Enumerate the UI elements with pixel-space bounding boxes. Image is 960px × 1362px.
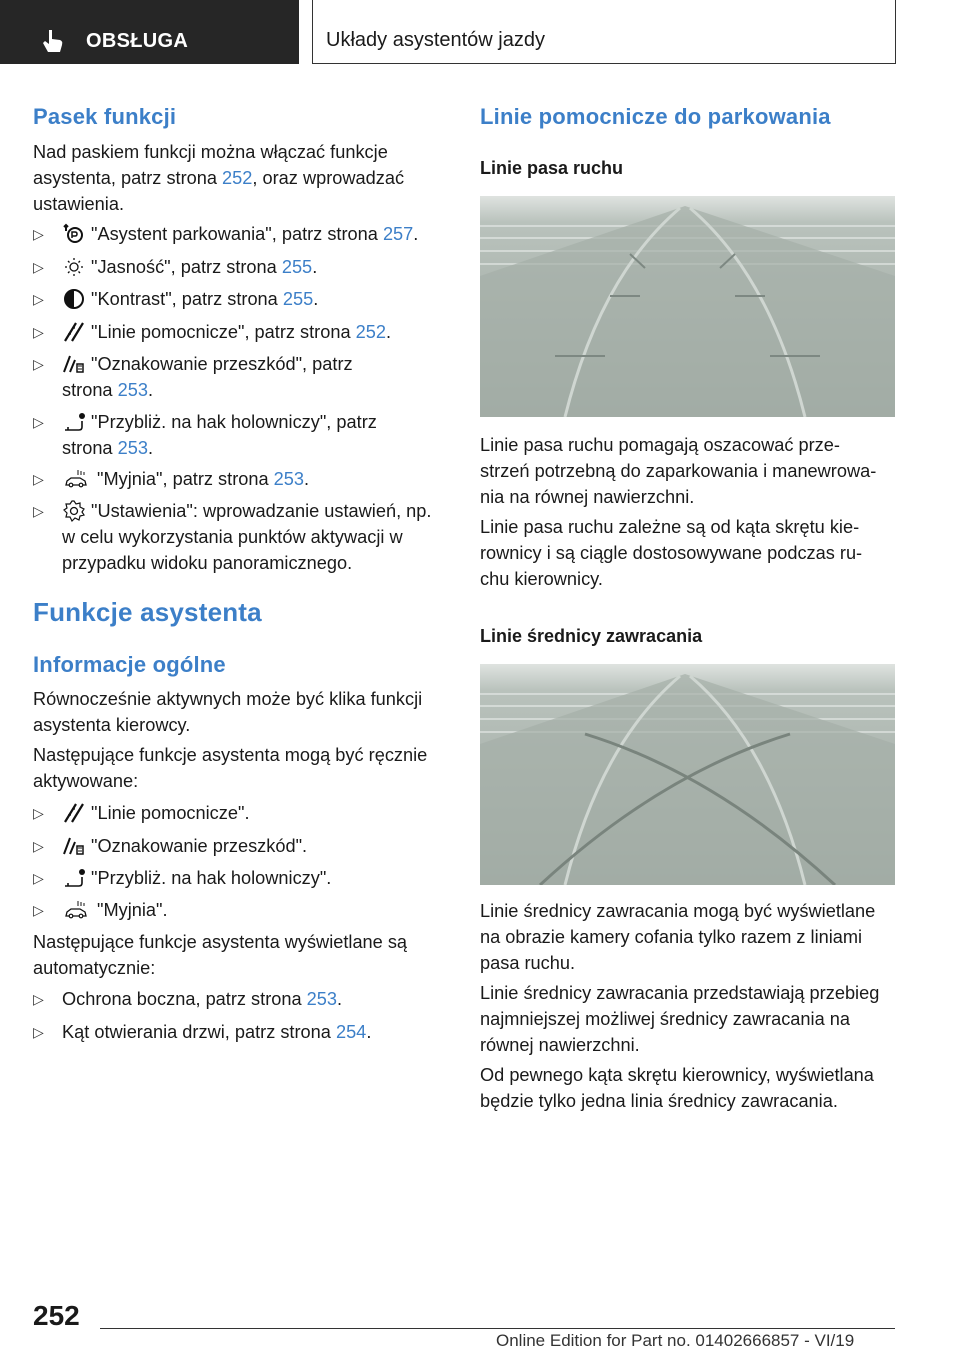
lane-paragraph-1: Linie pasa ruchu pomagają oszacować prze- strzeń potrzebną do zaparkowania i manewrowa- nia na równej nawierzchni. [480, 435, 877, 507]
turning-circle-image [480, 664, 895, 885]
list-item: ▷ Kąt otwierania drzwi, patrz strona 254. [33, 1022, 372, 1042]
list-item: ▷ "Linie pomocnicze". [33, 803, 250, 823]
list-item: ▷ "Myjnia", patrz strona 253. [33, 469, 310, 489]
list-item: ▷ "Przybliż. na hak holowniczy". [33, 868, 332, 888]
page-link[interactable]: 255 [282, 289, 314, 309]
obstacle-marking-icon [62, 352, 86, 376]
footer-divider [100, 1328, 895, 1329]
list-item: ▷ "Jasność", patrz strona 255. [33, 257, 318, 277]
brightness-icon [62, 255, 86, 279]
tow-hitch-icon [62, 410, 86, 434]
list-item: ▷ "Myjnia". [33, 900, 168, 920]
hand-icon [40, 28, 66, 54]
list-item: ▷ "Ustawienia": wprowadzanie ustawień, np. w celu wykorzystania punktów aktywacji w przypadku widoku panoramicznego. [33, 501, 432, 573]
page-number: 252 [33, 1300, 80, 1331]
parking-assistant-icon [62, 222, 86, 246]
list-item: ▷ "Asystent parkowania", patrz strona 257. [33, 224, 419, 244]
page-link[interactable]: 253 [117, 380, 148, 400]
right-title: Linie pomocnicze do parkowania [480, 104, 831, 129]
pasek-intro: Nad paskiem funkcji można włączać funkcje asystenta, patrz strona 252, oraz wprowadzać ustawienia. [33, 142, 405, 214]
obstacle-marking-icon [62, 834, 86, 858]
settings-icon [62, 499, 86, 523]
list-item: ▷ "Przybliż. na hak holowniczy", patrz strona 253. [33, 412, 377, 458]
guide-lines-icon [62, 320, 86, 344]
turn-title: Linie średnicy zawracania [480, 626, 703, 646]
list-item: ▷ "Oznakowanie przeszkód". [33, 836, 308, 856]
info-paragraph: Równocześnie aktywnych może być klika funkcji asystenta kierowcy. [33, 689, 423, 735]
edition-text: Online Edition for Part no. 01402666857 - VI/19 [496, 1331, 855, 1350]
tow-hitch-icon [62, 866, 86, 890]
funkcje-title: Funkcje asystenta [33, 597, 262, 627]
chapter-title: Układy asystentów jazdy [326, 29, 545, 51]
auto-paragraph: Następujące funkcje asystenta wyświetlane są automatycznie: [33, 932, 408, 978]
page-link[interactable]: 254 [335, 1022, 367, 1042]
page-link[interactable]: 253 [117, 438, 148, 458]
pasek-title: Pasek funkcji [33, 104, 177, 129]
lane-title: Linie pasa ruchu [480, 158, 624, 178]
page-link[interactable]: 252 [222, 168, 253, 188]
page-link[interactable]: 253 [306, 989, 338, 1009]
list-item: ▷ "Oznakowanie przeszkód", patrz strona 253. [33, 354, 353, 400]
car-wash-icon [62, 467, 90, 491]
list-item: ▷ "Kontrast", patrz strona 255. [33, 289, 319, 309]
section-tab [0, 0, 299, 64]
guide-lines-icon [62, 801, 86, 825]
car-wash-icon [62, 898, 90, 922]
list-item: ▷ Ochrona boczna, patrz strona 253. [33, 989, 343, 1009]
info-title: Informacje ogólne [33, 652, 226, 677]
contrast-icon [62, 287, 86, 311]
info-paragraph: Następujące funkcje asystenta mogą być ręcznie aktywowane: [33, 745, 428, 791]
turn-paragraph-3: Od pewnego kąta skrętu kierownicy, wyświetlana będzie tylko jedna linia średnicy zawracania. [480, 1065, 874, 1111]
lane-paragraph-2: Linie pasa ruchu zależne są od kąta skrętu kie- rownicy i są ciągle dostosowywane podczas ru- chu kierownicy. [480, 517, 863, 589]
list-item: ▷ "Linie pomocnicze", patrz strona 252. [33, 322, 392, 342]
page-link[interactable]: 252 [355, 322, 386, 342]
page-link[interactable]: 257 [382, 224, 414, 244]
page-link[interactable]: 255 [281, 257, 313, 277]
section-label: OBSŁUGA [86, 30, 189, 52]
chapter-header [312, 0, 896, 64]
turn-paragraph-1: Linie średnicy zawracania mogą być wyświetlane na obrazie kamery cofania tylko razem z liniami pasa ruchu. [480, 901, 876, 973]
turn-paragraph-2: Linie średnicy zawracania przedstawiają przebieg najmniejszej możliwej średnicy zawracania na równej nawierzchni. [480, 983, 880, 1055]
page-link[interactable]: 253 [273, 469, 305, 489]
lane-lines-image [480, 196, 895, 417]
